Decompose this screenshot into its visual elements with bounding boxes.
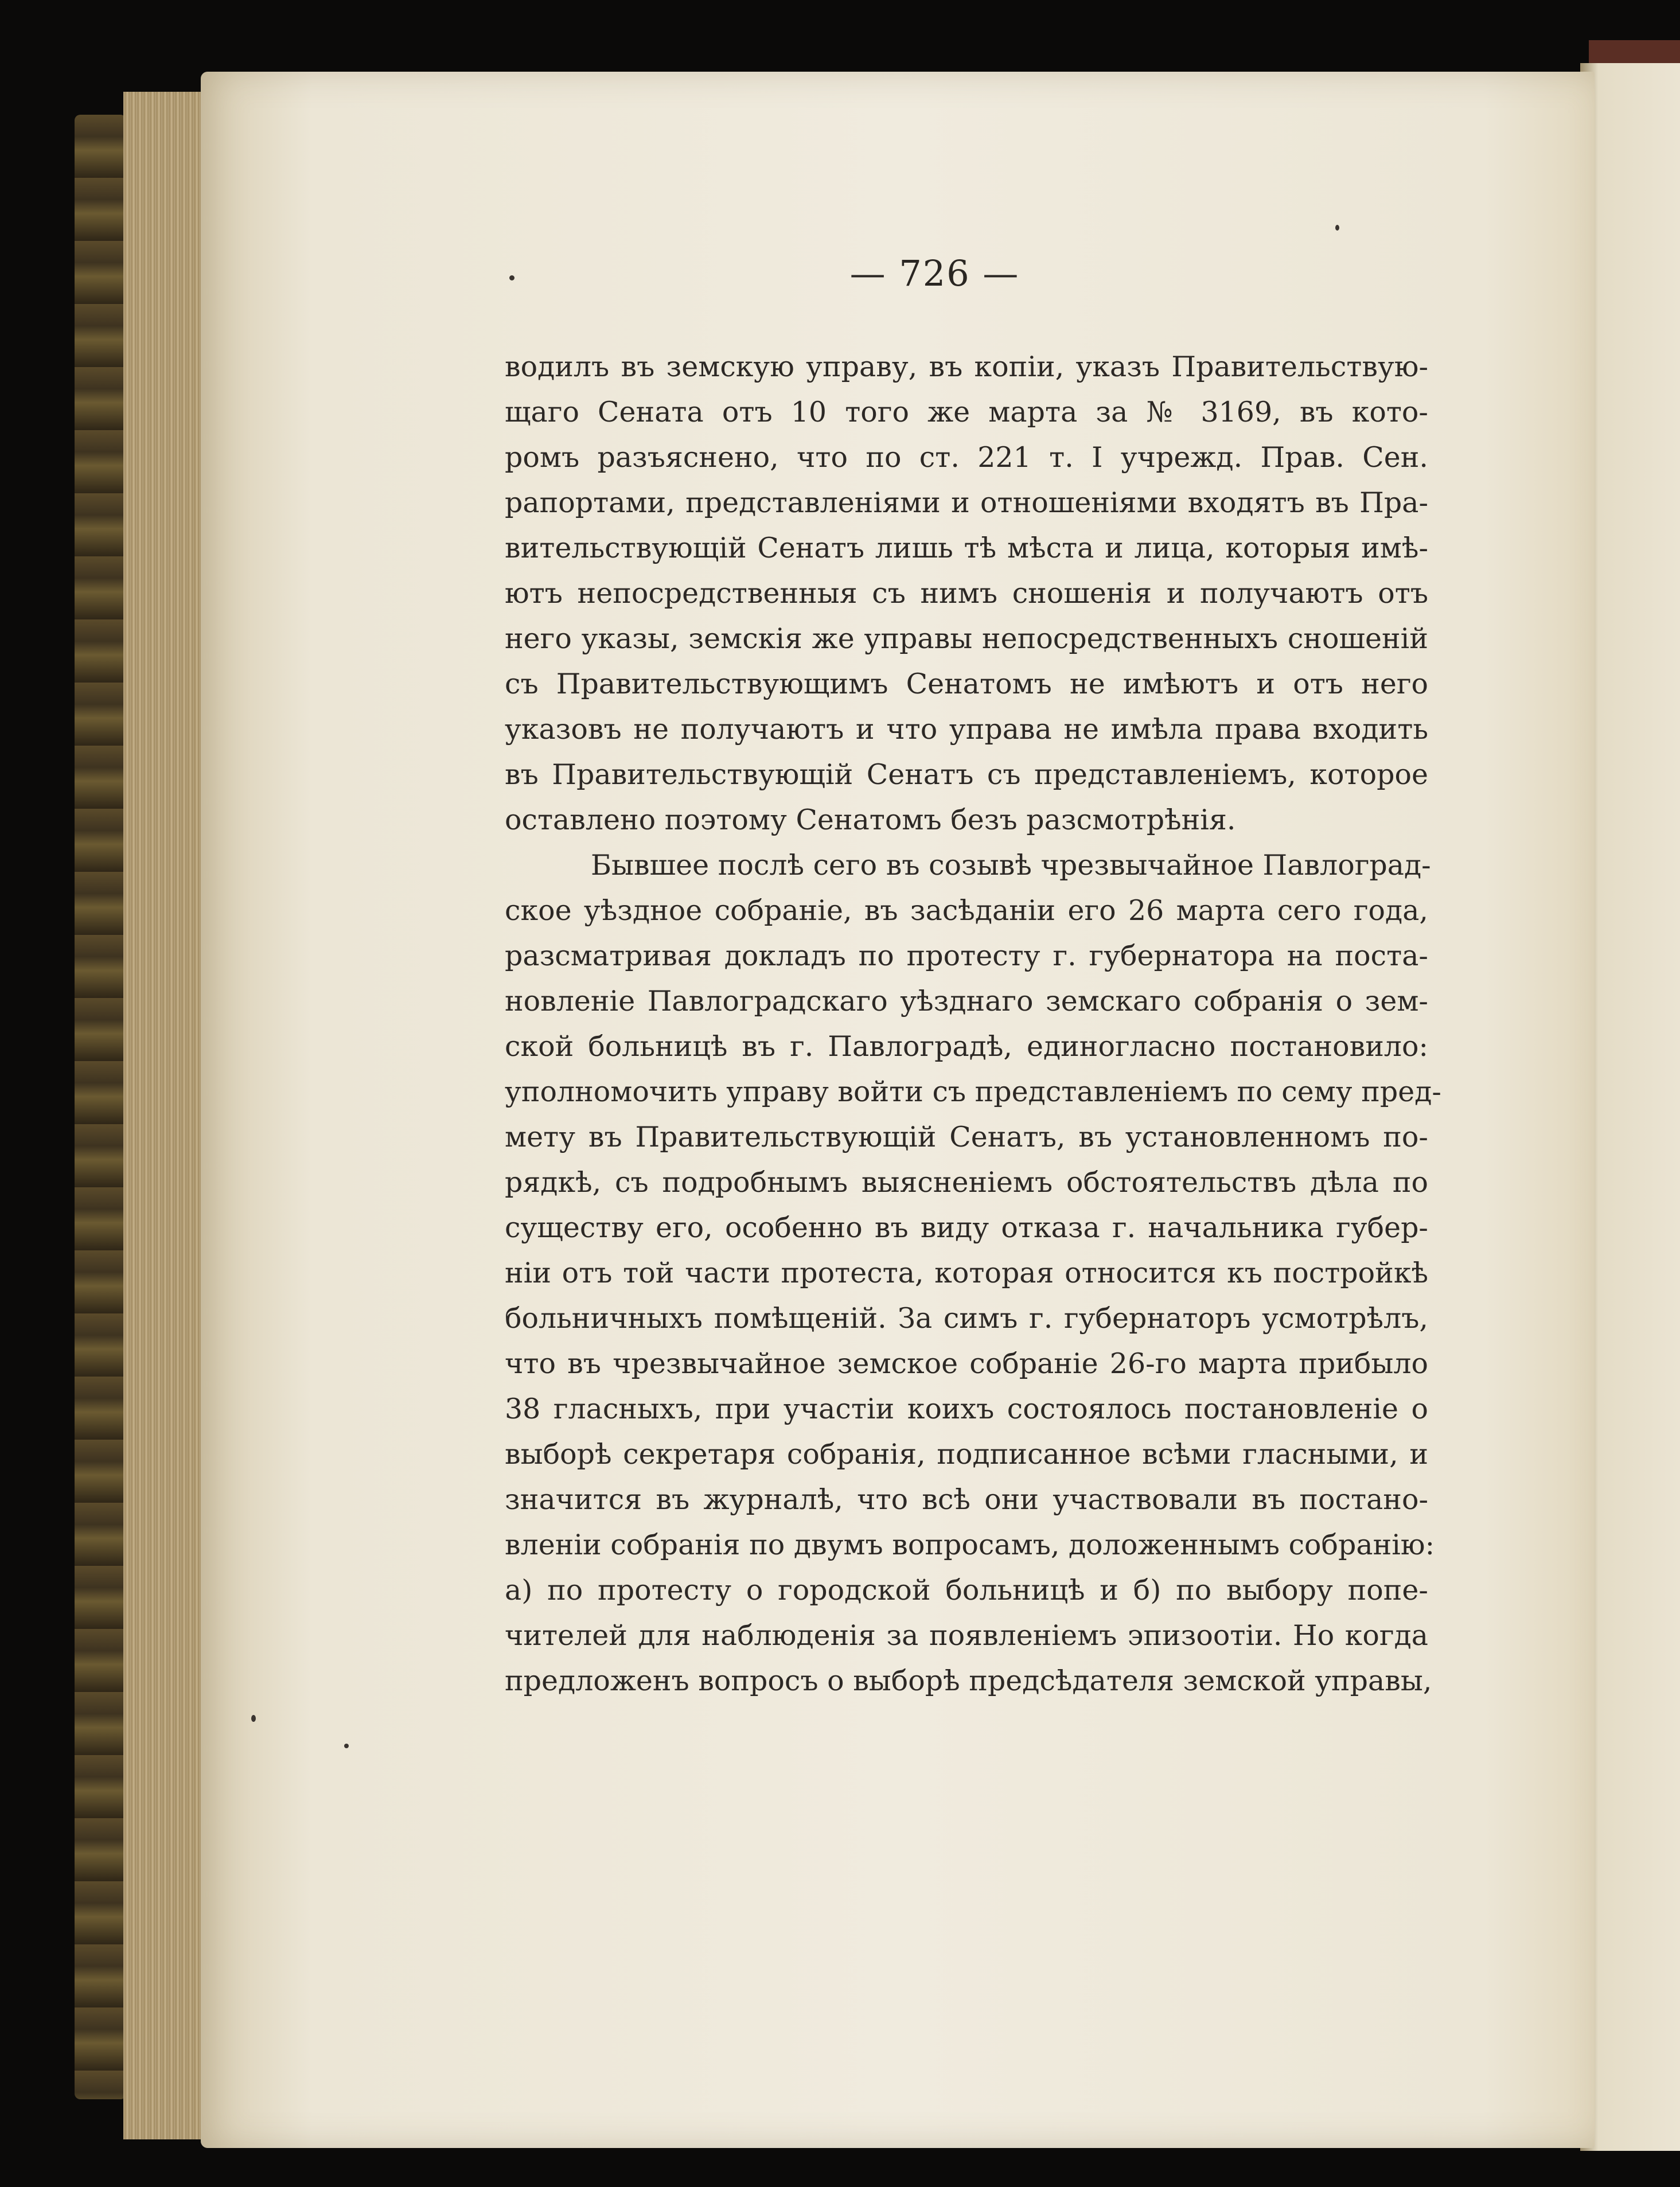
text-line: ской больницѣ въ г. Павлоградѣ, единогласно постановило: xyxy=(505,1030,1428,1063)
text-line: ніи отъ той части протеста, которая относится къ постройкѣ xyxy=(505,1257,1428,1289)
text-line: съ Правительствующимъ Сенатомъ не имѣютъ и отъ него xyxy=(505,668,1428,700)
text-line: мету въ Правительствующій Сенатъ, въ установленномъ по- xyxy=(505,1121,1428,1153)
text-line: выборѣ секретаря собранія, подписанное всѣми гласными, и xyxy=(505,1438,1428,1471)
text-line: предложенъ вопросъ о выборѣ предсѣдателя земской управы, xyxy=(505,1664,1432,1697)
text-line: него указы, земскія же управы непосредственныхъ сношеній xyxy=(505,622,1428,655)
text-line: существу его, особенно въ виду отказа г. начальника губер- xyxy=(505,1211,1428,1244)
facing-page-edge xyxy=(1580,63,1680,2151)
text-line: ромъ разъяснено, что по ст. 221 т. I учрежд. Прав. Сен. xyxy=(505,441,1428,474)
ink-speck xyxy=(509,275,514,280)
text-line: чителей для наблюденія за появленіемъ эпизоотіи. Но когда xyxy=(505,1619,1428,1652)
page-number: — 726 — xyxy=(849,252,1020,294)
text-line: Бывшее послѣ сего въ созывѣ чрезвычайное Павлоград- xyxy=(591,849,1431,882)
text-line: уполномочить управу войти съ представленіемъ по сему пред- xyxy=(505,1075,1441,1108)
text-line: указовъ не получаютъ и что управа не имѣла права входить xyxy=(505,713,1428,746)
text-line: вительствующій Сенатъ лишь тѣ мѣста и лица, которыя имѣ- xyxy=(505,532,1428,564)
page-edges xyxy=(123,92,209,2139)
text-line: ское уѣздное собраніе, въ засѣданіи его 26 марта сего года, xyxy=(505,894,1428,927)
text-line: водилъ въ земскую управу, въ копіи, указъ Правительствую- xyxy=(505,350,1428,383)
text-line: оставлено поэтому Сенатомъ безъ разсмотрѣнія. xyxy=(505,804,1236,836)
text-line: рапортами, представленіями и отношеніями входятъ въ Пра- xyxy=(505,486,1428,519)
text-line: рядкѣ, съ подробнымъ выясненіемъ обстоятельствъ дѣла по xyxy=(505,1166,1428,1199)
text-line: щаго Сената отъ 10 того же марта за № 3169, въ кото- xyxy=(505,396,1428,428)
body-text xyxy=(505,344,1441,1703)
text-line: разсматривая докладъ по протесту г. губернатора на поста- xyxy=(505,939,1428,972)
ink-speck xyxy=(1335,225,1339,231)
text-line: вленіи собранія по двумъ вопросамъ, доложеннымъ собранію: xyxy=(505,1529,1435,1561)
ink-speck xyxy=(251,1715,256,1722)
text-line: больничныхъ помѣщеній. За симъ г. губернаторъ усмотрѣлъ, xyxy=(505,1302,1428,1335)
text-line: въ Правительствующій Сенатъ съ представленіемъ, которое xyxy=(505,758,1428,791)
book-spine xyxy=(75,115,126,2099)
text-line: ютъ непосредственныя съ нимъ сношенія и получаютъ отъ xyxy=(505,577,1428,610)
ink-speck xyxy=(344,1744,349,1748)
text-line: 38 гласныхъ, при участіи коихъ состоялось постановленіе о xyxy=(505,1393,1428,1425)
text-line: новленіе Павлоградскаго уѣзднаго земскаго собранія о зем- xyxy=(505,985,1428,1018)
text-line: что въ чрезвычайное земское собраніе 26-го марта прибыло xyxy=(505,1347,1428,1380)
text-line: а) по протесту о городской больницѣ и б) по выбору попе- xyxy=(505,1574,1428,1607)
text-line: значится въ журналѣ, что всѣ они участвовали въ постано- xyxy=(505,1483,1428,1516)
